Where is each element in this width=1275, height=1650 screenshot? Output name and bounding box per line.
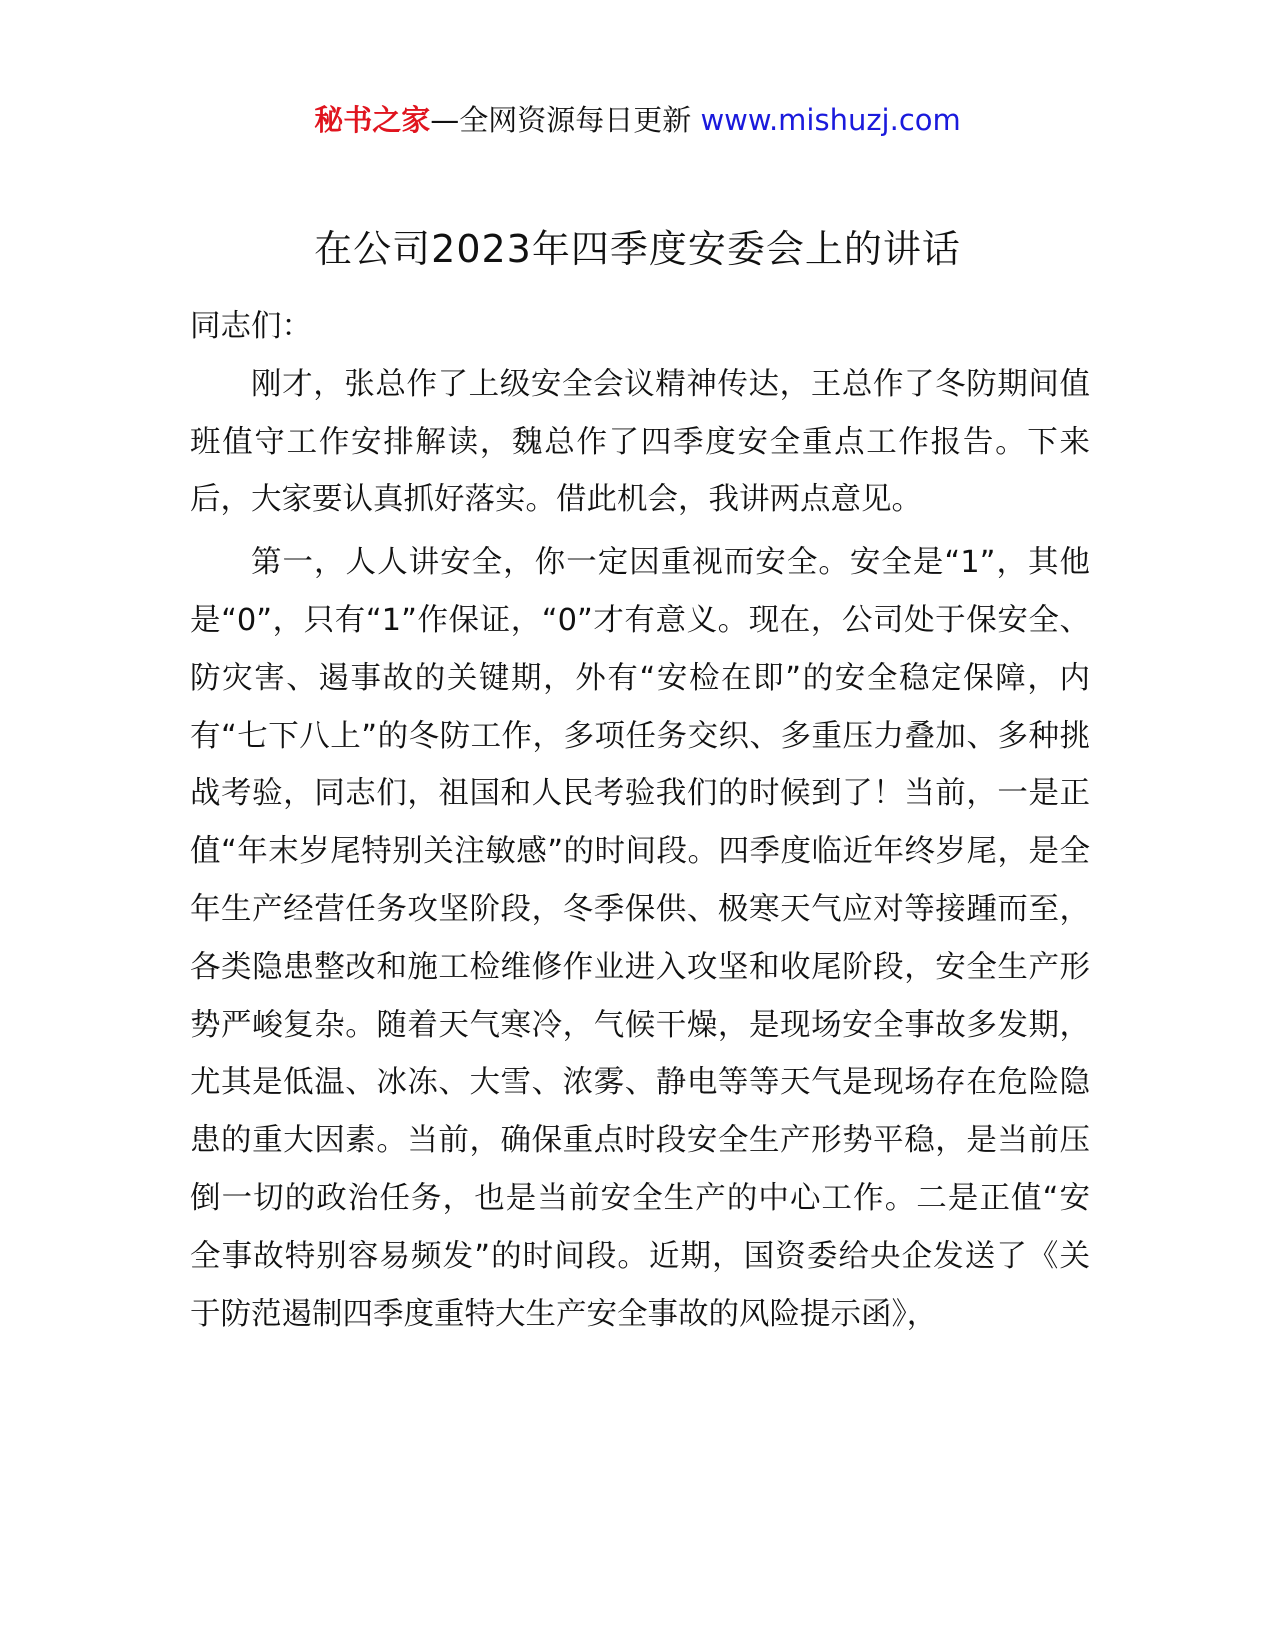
document-title: 在公司2023年四季度安委会上的讲话 bbox=[314, 227, 961, 271]
site-url-link[interactable]: www.mishuzj.com bbox=[700, 103, 961, 137]
paragraph-1: 刚才，张总作了上级安全会议精神传达，王总作了冬防期间值班值守工作安排解读，魏总作了四季度安全重点工作报告。下来后，大家要认真抓好落实。借此机会，我讲两点意见。 bbox=[190, 366, 1090, 518]
site-header bbox=[0, 100, 1275, 140]
header-tagline: —全网资源每日更新 bbox=[430, 103, 701, 137]
brand-name: 秘书之家 bbox=[314, 103, 431, 137]
salutation: 同志们： bbox=[190, 309, 312, 344]
document-body bbox=[190, 298, 1090, 1343]
paragraph-2: 第一，人人讲安全，你一定因重视而安全。安全是“1”，其他是“0”，只有“1”作保证，“0”才有意义。现在，公司处于保安全、防灾害、遏事故的关键期，外有“安检在即”的安全稳定保障，内有“七下八上”的冬防工作，多项任务交织、多重压力叠加、多种挑战考验，同志们，祖国和人民考验我们的时候到了！当前，一是正值“年末岁尾特别关注敏感”的时间段。四季度临近年终岁尾，是全年生产经营任务攻坚阶段，冬季保供、极寒天气应对等接踵而至，各类隐患整改和施工检维修作业进入攻坚和收尾阶段，安全生产形势严峻复杂。随着天气寒冷，气候干燥，是现场安全事故多发期，尤其是低温、冰冻、大雪、浓雾、静电等等天气是现场存在危险隐患的重大因素。当前，确保重点时段安全生产形势平稳，是当前压倒一切的政治任务，也是当前安全生产的中心工作。二是正值“安全事故特别容易频发”的时间段。近期，国资委给央企发送了《关于防范遏制四季度重特大生产安全事故的风险提示函》， bbox=[190, 545, 1090, 1332]
